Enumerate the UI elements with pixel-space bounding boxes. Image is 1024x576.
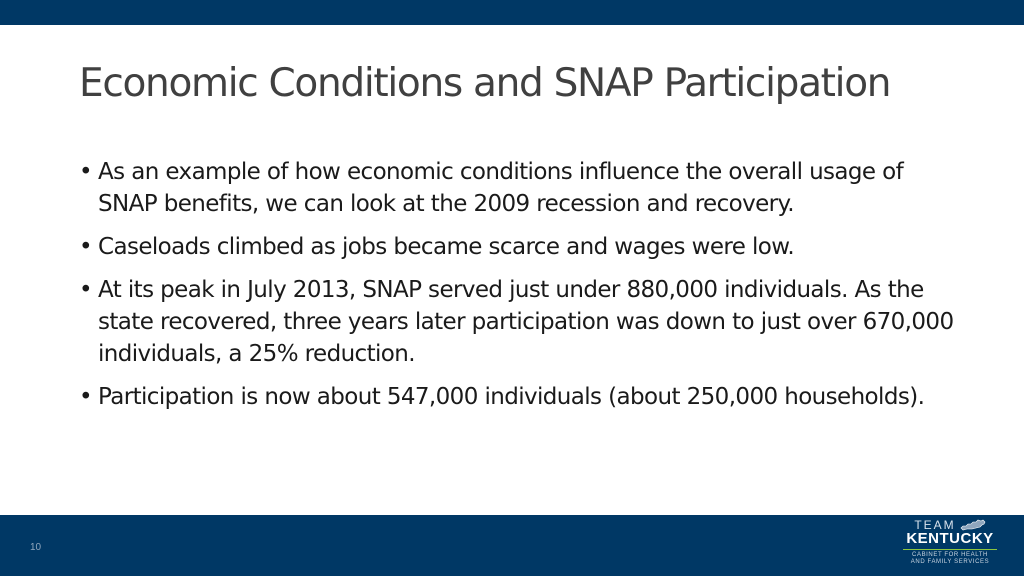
bullet-item: • At its peak in July 2013, SNAP served just under 880,000 individuals. As the state recovered, three years later participation was down to just over 670,000 individuals, a 25% reduction. (79, 274, 959, 370)
top-banner (0, 0, 1024, 25)
logo-kentucky-text: KENTUCKY (906, 530, 994, 547)
bottom-banner (0, 515, 1024, 576)
logo-cabinet-line1: CABINET FOR HEALTH (912, 552, 988, 558)
bullet-item: • Caseloads climbed as jobs became scarce and wages were low. (79, 231, 959, 263)
logo-cabinet-line2: AND FAMILY SERVICES (910, 559, 990, 565)
logo-team-text: TEAM (914, 518, 956, 532)
logo-divider (903, 549, 997, 550)
bullet-list (79, 156, 959, 424)
bullet-item: • Participation is now about 547,000 individuals (about 250,000 households). (79, 381, 959, 413)
page-number: 10 (30, 542, 42, 553)
bullet-item: • As an example of how economic conditions influence the overall usage of SNAP benefits, we can look at the 2009 recession and recovery. (79, 156, 959, 220)
slide-title: Economic Conditions and SNAP Participation (79, 61, 891, 106)
team-kentucky-logo (898, 519, 1002, 573)
